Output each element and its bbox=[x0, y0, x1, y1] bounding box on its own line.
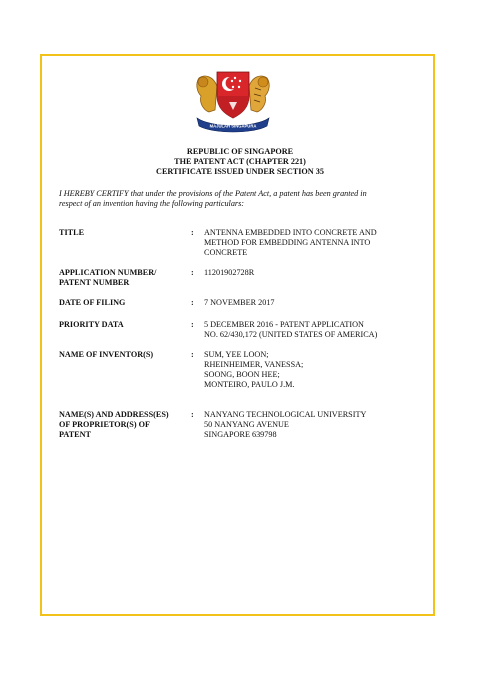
field-label-date-of-filing: DATE OF FILING bbox=[59, 298, 126, 307]
field-value-proprietor: NANYANG TECHNOLOGICAL UNIVERSITY 50 NANYANG AVENUE SINGAPORE 639798 bbox=[204, 410, 367, 439]
field-label-proprietor: NAME(S) AND ADDRESS(ES) OF PROPRIETOR(S) OF PATENT bbox=[59, 410, 169, 439]
field-value-date-of-filing: 7 NOVEMBER 2017 bbox=[204, 298, 275, 307]
field-label-inventors: NAME OF INVENTOR(S) bbox=[59, 350, 154, 359]
field-value-title: ANTENNA EMBEDDED INTO CONCRETE AND METHOD FOR EMBEDDING ANTENNA INTO CONCRETE bbox=[204, 228, 377, 257]
motto-text: MAJULAH SINGAPURA bbox=[209, 123, 257, 129]
field-label-priority-data: PRIORITY DATA bbox=[59, 320, 124, 329]
heading-line-2: THE PATENT ACT (CHAPTER 221) bbox=[174, 157, 306, 166]
field-colon: : bbox=[191, 228, 194, 237]
field-colon: : bbox=[191, 410, 194, 419]
heading-line-1: REPUBLIC OF SINGAPORE bbox=[186, 147, 294, 156]
field-colon: : bbox=[191, 320, 194, 329]
field-colon: : bbox=[191, 298, 194, 307]
field-colon: : bbox=[191, 268, 194, 277]
heading-line-3: CERTIFICATE ISSUED UNDER SECTION 35 bbox=[156, 167, 324, 176]
field-value-priority-data: 5 DECEMBER 2016 - PATENT APPLICATION NO. 62/430,172 (UNITED STATES OF AMERICA) bbox=[204, 320, 378, 339]
field-value-inventors: SUM, YEE LOON; RHEINHEIMER, VANESSA; SOONG, BOON HEE; MONTEIRO, PAULO J.M. bbox=[204, 350, 304, 389]
certification-statement: I HEREBY CERTIFY that under the provisions of the Patent Act, a patent has been granted in respect of an invention having the following particulars: bbox=[59, 189, 367, 208]
field-value-application-number: 11201902728R bbox=[204, 268, 255, 277]
field-label-application-number: APPLICATION NUMBER/ PATENT NUMBER bbox=[59, 268, 157, 287]
field-label-title: TITLE bbox=[59, 228, 85, 237]
field-colon: : bbox=[191, 350, 194, 359]
coat-of-arms-icon bbox=[191, 66, 275, 134]
